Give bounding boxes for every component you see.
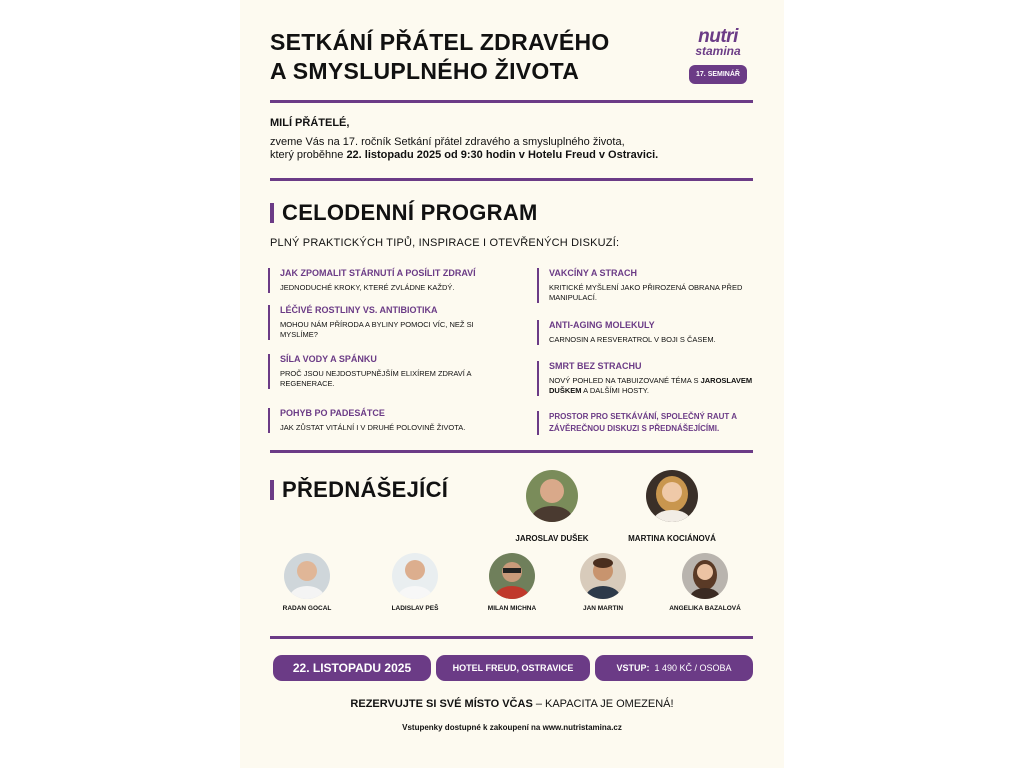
program-item-desc: KRITICKÉ MYŠLENÍ JAKO PŘIROZENÁ OBRANA PŘED MANIPULACÍ. (549, 283, 743, 302)
place-pill: HOTEL FREUD, OSTRAVICE (436, 655, 590, 681)
speaker-card (655, 553, 755, 612)
program-item (537, 411, 784, 435)
invitation-line-2 (270, 149, 750, 162)
program-item (268, 408, 515, 433)
person-icon (392, 553, 438, 599)
divider (270, 100, 753, 103)
person-icon (526, 470, 578, 522)
price-pill (595, 655, 753, 681)
speaker-card (610, 470, 734, 543)
avatar (392, 553, 438, 599)
speaker-name: ANGELIKA BAZALOVÁ (669, 605, 741, 612)
program-item (268, 268, 515, 293)
speakers-heading: PŘEDNÁŠEJÍCÍ (282, 477, 449, 502)
page-title (270, 28, 610, 86)
avatar (682, 553, 728, 599)
program-item-desc: CARNOSIN A RESVERATROL V BOJI S ČASEM. (549, 335, 716, 344)
program-item-title: ANTI-AGING MOLEKULY (549, 320, 655, 330)
avatar (526, 470, 578, 522)
speaker-card (262, 553, 352, 612)
avatar (646, 470, 698, 522)
person-icon (682, 553, 728, 599)
divider (270, 450, 753, 453)
speaker-name: MARTINA KOCIÁNOVÁ (628, 534, 716, 543)
program-item (537, 268, 784, 303)
program-item-title: POHYB PO PADESÁTCE (280, 408, 385, 418)
program-item (268, 354, 515, 389)
invitation-line-2-prefix: který proběhne (270, 149, 347, 161)
greeting: MILÍ PŘÁTELÉ, (270, 117, 350, 129)
program-subtitle: PLNÝ PRAKTICKÝCH TIPŮ, INSPIRACE I OTEVŘENÝCH DISKUZÍ: (270, 237, 620, 249)
speaker-name: JAROSLAV DUŠEK (515, 534, 589, 543)
avatar (580, 553, 626, 599)
tickets-note: Vstupenky dostupné k zakoupení na www.nutristamina.cz (402, 723, 622, 732)
speaker-card (370, 553, 460, 612)
person-icon (580, 553, 626, 599)
program-item-title: SÍLA VODY A SPÁNKU (280, 354, 377, 364)
logo-text-top: nutri (698, 26, 738, 47)
program-item-title: VAKCÍNY A STRACH (549, 268, 638, 278)
person-icon (646, 470, 698, 522)
speaker-name: MILAN MICHNA (487, 605, 537, 612)
desc-suffix: A DALŠÍMI HOSTY. (581, 386, 649, 395)
date-pill: 22. LISTOPADU 2025 (273, 655, 431, 681)
person-icon (284, 553, 330, 599)
desc-bold: JAROSLAVEM DUŠKEM (549, 376, 753, 395)
program-item-title: JAK ZPOMALIT STÁRNUTÍ A POSÍLIT ZDRAVÍ (280, 268, 476, 278)
seminar-badge: 17. SEMINÁŘ (689, 65, 747, 84)
divider (270, 636, 753, 639)
price-label: VSTUP: (616, 663, 650, 673)
desc-prefix: NOVÝ POHLED NA TABUIZOVANÉ TÉMA S (549, 376, 701, 385)
speaker-card (467, 553, 557, 612)
program-item-title: SMRT BEZ STRACHU (549, 361, 642, 371)
divider (270, 178, 753, 181)
reservation-bold: REZERVUJTE SI SVÉ MÍSTO VČAS (350, 698, 533, 710)
event-date-place: 22. listopadu 2025 od 9:30 hodin v Hotelu Freud v Ostravici. (346, 149, 659, 161)
invitation-text (270, 136, 750, 162)
program-item (537, 361, 784, 396)
program-item-title: LÉČIVÉ ROSTLINY VS. ANTIBIOTIKA (280, 305, 438, 315)
program-item-desc (549, 376, 759, 396)
heading-accent-bar (270, 203, 274, 223)
program-heading: CELODENNÍ PROGRAM (282, 200, 538, 225)
program-item-desc: PROČ JSOU NEJDOSTUPNĚJŠÍM ELIXÍREM ZDRAVÍ A REGENERACE. (280, 369, 472, 388)
speaker-name: RADAN GOCAL (282, 605, 332, 612)
logo-text-bottom: stamina (695, 44, 741, 58)
heading-accent-bar (270, 480, 274, 500)
title-line-1: SETKÁNÍ PŘÁTEL ZDRAVÉHO (270, 29, 610, 55)
invitation-page (240, 0, 784, 768)
program-item (537, 320, 784, 345)
program-item-desc: MOHOU NÁM PŘÍRODA A BYLINY POMOCI VÍC, NEŽ SI MYSLÍME? (280, 320, 474, 339)
speaker-card (492, 470, 612, 543)
speaker-card (558, 553, 648, 612)
nutristamina-logo (686, 28, 750, 57)
person-icon (489, 553, 535, 599)
reservation-rest: – KAPACITA JE OMEZENÁ! (532, 698, 674, 710)
reservation-note (240, 698, 784, 710)
program-item (268, 305, 515, 340)
title-line-2: A SMYSLUPLNÉHO ŽIVOTA (270, 58, 580, 84)
speaker-name: JAN MARTIN (582, 605, 624, 612)
avatar (284, 553, 330, 599)
invitation-line-1: zveme Vás na 17. ročník Setkání přátel zdravého a smysluplného života, (270, 136, 625, 148)
program-item-desc: JAK ZŮSTAT VITÁLNÍ I V DRUHÉ POLOVINĚ ŽIVOTA. (280, 423, 466, 432)
speaker-name: LADISLAV PEŠ (391, 605, 439, 612)
program-item-title: PROSTOR PRO SETKÁVÁNÍ, SPOLEČNÝ RAUT A ZÁVĚREČNOU DISKUZI S PŘEDNÁŠEJÍCÍMI. (549, 412, 737, 433)
price-value: 1 490 KČ / OSOBA (654, 663, 732, 673)
avatar (489, 553, 535, 599)
program-item-desc: JEDNODUCHÉ KROKY, KTERÉ ZVLÁDNE KAŽDÝ. (280, 283, 455, 292)
